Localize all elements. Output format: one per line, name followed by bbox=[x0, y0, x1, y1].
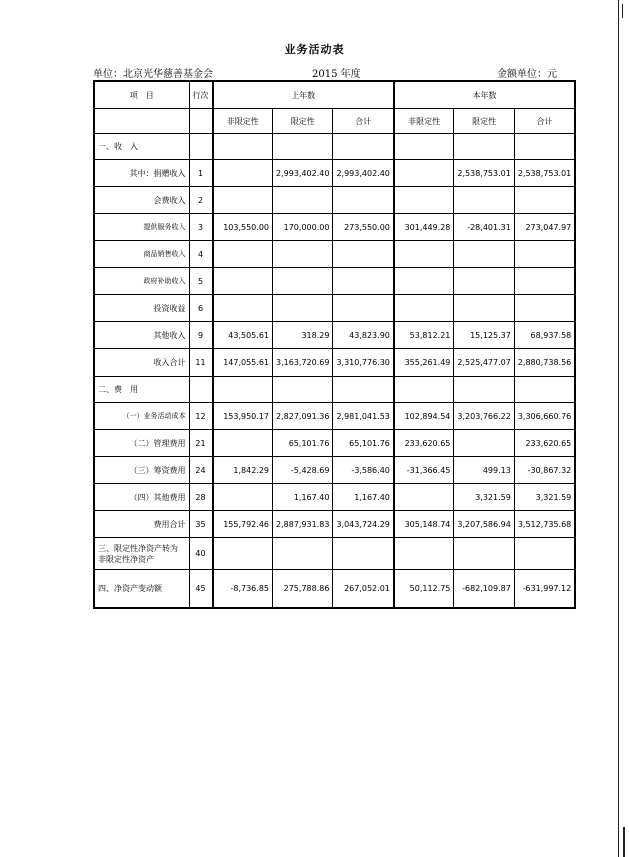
value-cell: 2,981,041.53 bbox=[333, 403, 394, 430]
value-cell: 305,148.74 bbox=[394, 511, 454, 538]
value-cell bbox=[273, 241, 333, 268]
header-line: 行次 bbox=[189, 81, 213, 109]
value-cell bbox=[394, 295, 454, 322]
value-cell bbox=[213, 268, 273, 295]
value-cell bbox=[333, 187, 394, 214]
value-cell: 103,550.00 bbox=[213, 214, 273, 241]
value-cell bbox=[333, 241, 394, 268]
value-cell: 2,880,738.56 bbox=[514, 349, 575, 377]
value-cell: -682,109.87 bbox=[454, 570, 514, 609]
value-cell: -28,401.31 bbox=[454, 214, 514, 241]
value-cell: 170,000.00 bbox=[273, 214, 333, 241]
value-cell: 3,310,776.30 bbox=[333, 349, 394, 377]
value-cell: 3,321.59 bbox=[514, 484, 575, 511]
table-row bbox=[94, 134, 575, 160]
value-cell bbox=[454, 430, 514, 457]
table-row bbox=[94, 214, 575, 241]
row-label: 一、收 入 bbox=[94, 134, 189, 160]
value-cell: 43,823.90 bbox=[333, 322, 394, 349]
value-cell bbox=[213, 538, 273, 570]
header-this-restricted: 限定性 bbox=[454, 109, 514, 134]
value-cell bbox=[394, 377, 454, 403]
value-cell: 1,167.40 bbox=[273, 484, 333, 511]
table-row bbox=[94, 484, 575, 511]
row-label: 会费收入 bbox=[94, 187, 189, 214]
row-label: 三、限定性净资产转为非限定性净资产 bbox=[94, 538, 189, 570]
value-cell: -8,736.85 bbox=[213, 570, 273, 609]
row-line-no: 28 bbox=[189, 484, 213, 511]
table-row bbox=[94, 430, 575, 457]
row-line-no: 35 bbox=[189, 511, 213, 538]
value-cell bbox=[213, 295, 273, 322]
value-cell: 2,538,753.01 bbox=[514, 160, 575, 187]
value-cell: 2,525,477.07 bbox=[454, 349, 514, 377]
value-cell bbox=[273, 268, 333, 295]
value-cell bbox=[273, 538, 333, 570]
value-cell bbox=[394, 187, 454, 214]
value-cell bbox=[454, 538, 514, 570]
value-cell: 50,112.75 bbox=[394, 570, 454, 609]
value-cell bbox=[394, 484, 454, 511]
value-cell: 275,788.86 bbox=[273, 570, 333, 609]
value-cell bbox=[394, 134, 454, 160]
header-this-total: 合计 bbox=[514, 109, 575, 134]
row-label: 费用合计 bbox=[94, 511, 189, 538]
row-line-no: 21 bbox=[189, 430, 213, 457]
table-row bbox=[94, 241, 575, 268]
value-cell bbox=[273, 377, 333, 403]
row-line-no: 6 bbox=[189, 295, 213, 322]
row-label: （四）其他费用 bbox=[94, 484, 189, 511]
value-cell bbox=[514, 241, 575, 268]
value-cell: 355,261.49 bbox=[394, 349, 454, 377]
page-edge-mark bbox=[623, 827, 625, 857]
value-cell: 2,538,753.01 bbox=[454, 160, 514, 187]
value-cell: 3,321.59 bbox=[454, 484, 514, 511]
value-cell: 499.13 bbox=[454, 457, 514, 484]
row-label: （三）筹资费用 bbox=[94, 457, 189, 484]
value-cell: 2,887,931.83 bbox=[273, 511, 333, 538]
value-cell bbox=[333, 538, 394, 570]
value-cell bbox=[333, 268, 394, 295]
value-cell bbox=[213, 430, 273, 457]
header-blank bbox=[189, 109, 213, 134]
value-cell: 43,505.61 bbox=[213, 322, 273, 349]
row-line-no: 24 bbox=[189, 457, 213, 484]
row-label: 投资收益 bbox=[94, 295, 189, 322]
value-cell bbox=[454, 187, 514, 214]
value-cell: 3,043,724.29 bbox=[333, 511, 394, 538]
value-cell bbox=[454, 241, 514, 268]
value-cell: -31,366.45 bbox=[394, 457, 454, 484]
row-line-no: 45 bbox=[189, 570, 213, 609]
value-cell bbox=[514, 377, 575, 403]
table-row bbox=[94, 322, 575, 349]
currency-unit: 金额单位：元 bbox=[497, 69, 557, 80]
row-line-no: 12 bbox=[189, 403, 213, 430]
value-cell: 233,620.65 bbox=[394, 430, 454, 457]
page-edge-line bbox=[618, 0, 619, 857]
row-label: 商品销售收入 bbox=[94, 241, 189, 268]
row-label: 二、费 用 bbox=[94, 377, 189, 403]
value-cell: 68,937.58 bbox=[514, 322, 575, 349]
value-cell: 65,101.76 bbox=[333, 430, 394, 457]
value-cell: 15,125.37 bbox=[454, 322, 514, 349]
table-row bbox=[94, 403, 575, 430]
value-cell: 2,827,091.36 bbox=[273, 403, 333, 430]
value-cell: 3,203,766.22 bbox=[454, 403, 514, 430]
value-cell bbox=[514, 134, 575, 160]
row-label: 其中：捐赠收入 bbox=[94, 160, 189, 187]
value-cell: -3,586.40 bbox=[333, 457, 394, 484]
value-cell bbox=[394, 241, 454, 268]
row-line-no bbox=[189, 134, 213, 160]
value-cell: 3,306,660.76 bbox=[514, 403, 575, 430]
value-cell bbox=[394, 160, 454, 187]
row-label: 提供服务收入 bbox=[94, 214, 189, 241]
value-cell: 318.29 bbox=[273, 322, 333, 349]
value-cell: 273,550.00 bbox=[333, 214, 394, 241]
row-line-no: 2 bbox=[189, 187, 213, 214]
header-prev-restricted: 限定性 bbox=[273, 109, 333, 134]
report-title: 业务活动表 bbox=[284, 43, 345, 56]
row-label: 其他收入 bbox=[94, 322, 189, 349]
row-line-no: 11 bbox=[189, 349, 213, 377]
value-cell bbox=[394, 538, 454, 570]
value-cell bbox=[213, 134, 273, 160]
table-row bbox=[94, 160, 575, 187]
value-cell: 102,894.54 bbox=[394, 403, 454, 430]
row-label: 收入合计 bbox=[94, 349, 189, 377]
value-cell bbox=[213, 241, 273, 268]
value-cell: 3,207,586.94 bbox=[454, 511, 514, 538]
value-cell: 155,792.46 bbox=[213, 511, 273, 538]
value-cell bbox=[273, 134, 333, 160]
value-cell: 1,167.40 bbox=[333, 484, 394, 511]
table-row bbox=[94, 570, 575, 609]
row-line-no: 4 bbox=[189, 241, 213, 268]
value-cell: 3,163,720.69 bbox=[273, 349, 333, 377]
value-cell bbox=[213, 187, 273, 214]
value-cell: 3,512,735.68 bbox=[514, 511, 575, 538]
value-cell: 273,047.97 bbox=[514, 214, 575, 241]
value-cell bbox=[213, 377, 273, 403]
table-row bbox=[94, 268, 575, 295]
table-row bbox=[94, 349, 575, 377]
value-cell bbox=[333, 134, 394, 160]
table-row bbox=[94, 187, 575, 214]
value-cell: 1,842.29 bbox=[213, 457, 273, 484]
row-line-no: 3 bbox=[189, 214, 213, 241]
report-year: 2015 年度 bbox=[312, 69, 361, 80]
value-cell bbox=[514, 268, 575, 295]
row-label: （一）业务活动成本 bbox=[94, 403, 189, 430]
table-row bbox=[94, 538, 575, 570]
value-cell bbox=[514, 538, 575, 570]
header-this-year: 本年数 bbox=[394, 81, 575, 109]
value-cell bbox=[454, 134, 514, 160]
value-cell: -30,867.32 bbox=[514, 457, 575, 484]
value-cell: 147,055.61 bbox=[213, 349, 273, 377]
value-cell bbox=[273, 187, 333, 214]
table-row bbox=[94, 295, 575, 322]
value-cell: 267,052.01 bbox=[333, 570, 394, 609]
value-cell bbox=[394, 268, 454, 295]
value-cell bbox=[213, 160, 273, 187]
row-label: （二）管理费用 bbox=[94, 430, 189, 457]
value-cell: 153,950.17 bbox=[213, 403, 273, 430]
row-label: 政府补助收入 bbox=[94, 268, 189, 295]
value-cell: 301,449.28 bbox=[394, 214, 454, 241]
table-row bbox=[94, 511, 575, 538]
value-cell bbox=[213, 484, 273, 511]
header-prev-unrestricted: 非限定性 bbox=[213, 109, 273, 134]
value-cell: 233,620.65 bbox=[514, 430, 575, 457]
header-item: 项 目 bbox=[94, 81, 189, 109]
value-cell: 2,993,402.40 bbox=[333, 160, 394, 187]
value-cell bbox=[273, 295, 333, 322]
row-line-no: 1 bbox=[189, 160, 213, 187]
value-cell bbox=[514, 295, 575, 322]
value-cell bbox=[333, 295, 394, 322]
value-cell bbox=[333, 377, 394, 403]
value-cell bbox=[454, 295, 514, 322]
organization-unit: 单位：北京光华慈善基金会 bbox=[93, 69, 213, 80]
value-cell: -5,428.69 bbox=[273, 457, 333, 484]
row-line-no: 5 bbox=[189, 268, 213, 295]
row-line-no: 9 bbox=[189, 322, 213, 349]
activity-statement-table bbox=[93, 80, 576, 609]
page-corner-mark bbox=[622, 4, 623, 18]
header-prev-year: 上年数 bbox=[213, 81, 394, 109]
value-cell: 53,812.21 bbox=[394, 322, 454, 349]
header-blank bbox=[94, 109, 189, 134]
value-cell bbox=[454, 268, 514, 295]
value-cell bbox=[454, 377, 514, 403]
value-cell: 65,101.76 bbox=[273, 430, 333, 457]
table-row bbox=[94, 457, 575, 484]
row-line-no bbox=[189, 377, 213, 403]
row-line-no: 40 bbox=[189, 538, 213, 570]
header-this-unrestricted: 非限定性 bbox=[394, 109, 454, 134]
row-label: 四、净资产变动额 bbox=[94, 570, 189, 609]
table-row bbox=[94, 377, 575, 403]
value-cell: 2,993,402.40 bbox=[273, 160, 333, 187]
value-cell: -631,997.12 bbox=[514, 570, 575, 609]
header-prev-total: 合计 bbox=[333, 109, 394, 134]
value-cell bbox=[514, 187, 575, 214]
